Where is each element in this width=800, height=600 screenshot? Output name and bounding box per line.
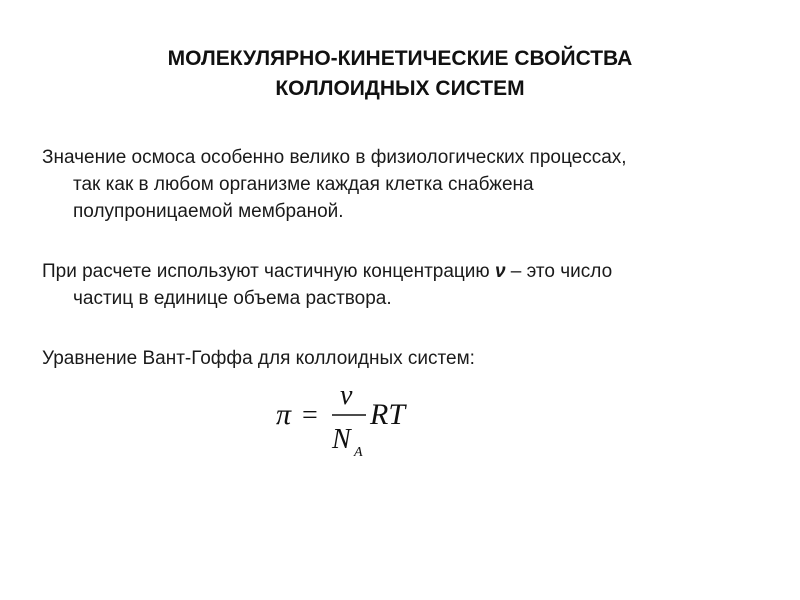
paragraph-concentration [42,258,762,312]
formula-equals: = [302,400,318,431]
formula-subscript: A [354,445,363,460]
paragraph-line: так как в любом организме каждая клетка снабжена [73,174,534,195]
paragraph-line [42,258,762,285]
paragraph-line: Значение осмоса особенно велико в физиологических процессах, [42,147,627,168]
paragraph-line: полупроницаемой мембраной. [73,201,344,222]
formula-graphic [262,378,442,468]
text-segment: – это число [505,261,613,282]
paragraph-vant-hoff [42,345,762,372]
paragraph-line: частиц в единице объема раствора. [73,288,392,309]
paragraph-osmosis [42,144,762,225]
formula-rt: RT [370,398,406,431]
formula-numerator: ν [340,380,353,411]
paragraph-line: Уравнение Вант-Гоффа для коллоидных систем: [42,348,475,369]
formula-pi: π [276,398,292,431]
title-line-2: КОЛЛОИДНЫХ СИСТЕМ [275,77,525,100]
slide-title [60,44,740,104]
text-segment: При расчете используют частичную концентрацию [42,261,495,282]
title-line-1: МОЛЕКУЛЯРНО-КИНЕТИЧЕСКИЕ СВОЙСТВА [167,47,633,70]
vant-hoff-formula [262,378,442,468]
concentration-symbol: ν [494,261,506,282]
formula-denominator: N [332,424,351,455]
